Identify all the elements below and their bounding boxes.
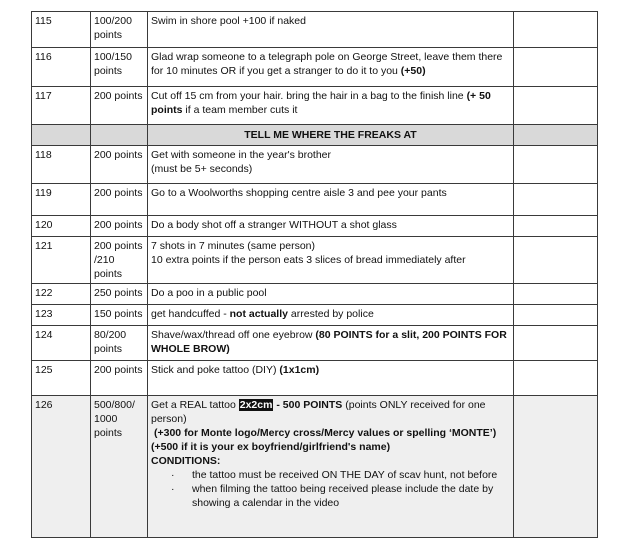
- item-points: 100/150 points: [91, 48, 148, 87]
- table-row: [32, 146, 598, 184]
- item-description: [148, 396, 514, 538]
- item-check-cell: [514, 87, 598, 125]
- tattoo-main-line: [151, 398, 510, 426]
- item-number: 121: [32, 237, 91, 284]
- item-number: 115: [32, 12, 91, 48]
- item-number: 120: [32, 216, 91, 237]
- bonus-line: (+300 for Monte logo/Mercy cross/Mercy values or spelling ‘MONTE’): [154, 427, 497, 439]
- conditions-heading: CONDITIONS:: [151, 455, 221, 467]
- item-check-cell: [514, 396, 598, 538]
- table-row: [32, 237, 598, 284]
- item-description: [148, 305, 514, 326]
- table-row: [32, 326, 598, 361]
- section-blank-cell: [514, 125, 598, 146]
- section-header-row: [32, 125, 598, 146]
- conditions-list: [151, 468, 510, 510]
- item-points: 150 points: [91, 305, 148, 326]
- description-text: Stick and poke tattoo (DIY): [151, 364, 280, 376]
- description-line: Get with someone in the year's brother: [151, 149, 332, 161]
- description-bold: not actually: [229, 308, 288, 320]
- item-description: Swim in shore pool +100 if naked: [148, 12, 514, 48]
- item-number: 125: [32, 361, 91, 396]
- item-points: 100/200 points: [91, 12, 148, 48]
- item-description: Do a body shot off a stranger WITHOUT a shot glass: [148, 216, 514, 237]
- item-check-cell: [514, 184, 598, 216]
- item-description: [148, 48, 514, 87]
- item-check-cell: [514, 305, 598, 326]
- description-tail: (points ONLY received for one person): [151, 399, 486, 425]
- condition-item: · when filming the tattoo being received please include the date by showing a calendar in the video: [171, 482, 510, 510]
- item-check-cell: [514, 237, 598, 284]
- table-row: [32, 284, 598, 305]
- item-points: 200 points: [91, 184, 148, 216]
- item-description: Go to a Woolworths shopping centre aisle 3 and pee your pants: [148, 184, 514, 216]
- table-row: [32, 305, 598, 326]
- description-text: Shave/wax/thread off one eyebrow: [151, 329, 316, 341]
- table-row: [32, 48, 598, 87]
- item-number: 116: [32, 48, 91, 87]
- item-points: 200 points: [91, 146, 148, 184]
- item-points: 200 points: [91, 87, 148, 125]
- item-points: 200 points: [91, 216, 148, 237]
- scavenger-hunt-table: [31, 11, 598, 538]
- item-check-cell: [514, 12, 598, 48]
- item-check-cell: [514, 146, 598, 184]
- item-description: [148, 326, 514, 361]
- item-check-cell: [514, 326, 598, 361]
- item-number: 118: [32, 146, 91, 184]
- item-description: [148, 361, 514, 396]
- item-number: 124: [32, 326, 91, 361]
- description-text: Glad wrap someone to a telegraph pole on George Street, leave them there for 10 minutes OR if you get a stranger to do it to you: [151, 51, 503, 77]
- item-points: 500/800/ 1000 points: [91, 396, 148, 538]
- description-line: (must be 5+ seconds): [151, 163, 253, 175]
- item-points: 80/200 points: [91, 326, 148, 361]
- description-line: 7 shots in 7 minutes (same person): [151, 240, 315, 252]
- item-description: [148, 146, 514, 184]
- item-description: [148, 87, 514, 125]
- description-tail: arrested by police: [287, 308, 374, 320]
- item-description: [148, 237, 514, 284]
- item-points: 250 points: [91, 284, 148, 305]
- item-number: 123: [32, 305, 91, 326]
- table-row: [32, 361, 598, 396]
- table-row: [32, 184, 598, 216]
- item-points: 200 points: [91, 361, 148, 396]
- description-tail: if a team member cuts it: [182, 104, 298, 116]
- item-number: 117: [32, 87, 91, 125]
- item-points: 200 points /210 points: [91, 237, 148, 284]
- description-text: get handcuffed -: [151, 308, 230, 320]
- item-check-cell: [514, 48, 598, 87]
- item-number: 126: [32, 396, 91, 538]
- table-row: [32, 396, 598, 538]
- description-text: Get a REAL tattoo: [151, 399, 239, 411]
- description-bold: (+50): [400, 65, 426, 77]
- description-line: 10 extra points if the person eats 3 slices of bread immediately after: [151, 254, 466, 266]
- description-bold: (80 POINTS for a slit, 200 POINTS FOR WHOLE BROW): [151, 329, 507, 355]
- item-check-cell: [514, 284, 598, 305]
- section-blank-cell: [32, 125, 91, 146]
- condition-item: · the tattoo must be received ON THE DAY of scav hunt, not before: [171, 468, 510, 482]
- highlighted-size: 2x2cm: [239, 399, 273, 411]
- table-row: [32, 12, 598, 48]
- description-bold: (+ 50 points: [151, 90, 491, 116]
- description-bold: (1x1cm): [279, 364, 320, 376]
- table-row: [32, 87, 598, 125]
- item-check-cell: [514, 361, 598, 396]
- table-row: [32, 216, 598, 237]
- description-text: Cut off 15 cm from your hair. bring the hair in a bag to the finish line: [151, 90, 467, 102]
- item-check-cell: [514, 216, 598, 237]
- section-title: TELL ME WHERE THE FREAKS AT: [148, 125, 514, 146]
- description-bold: - 500 POINTS: [273, 399, 343, 411]
- bonus-line: (+500 if it is your ex boyfriend/girlfriend's name): [151, 441, 391, 453]
- section-blank-cell: [91, 125, 148, 146]
- item-number: 119: [32, 184, 91, 216]
- item-number: 122: [32, 284, 91, 305]
- item-description: Do a poo in a public pool: [148, 284, 514, 305]
